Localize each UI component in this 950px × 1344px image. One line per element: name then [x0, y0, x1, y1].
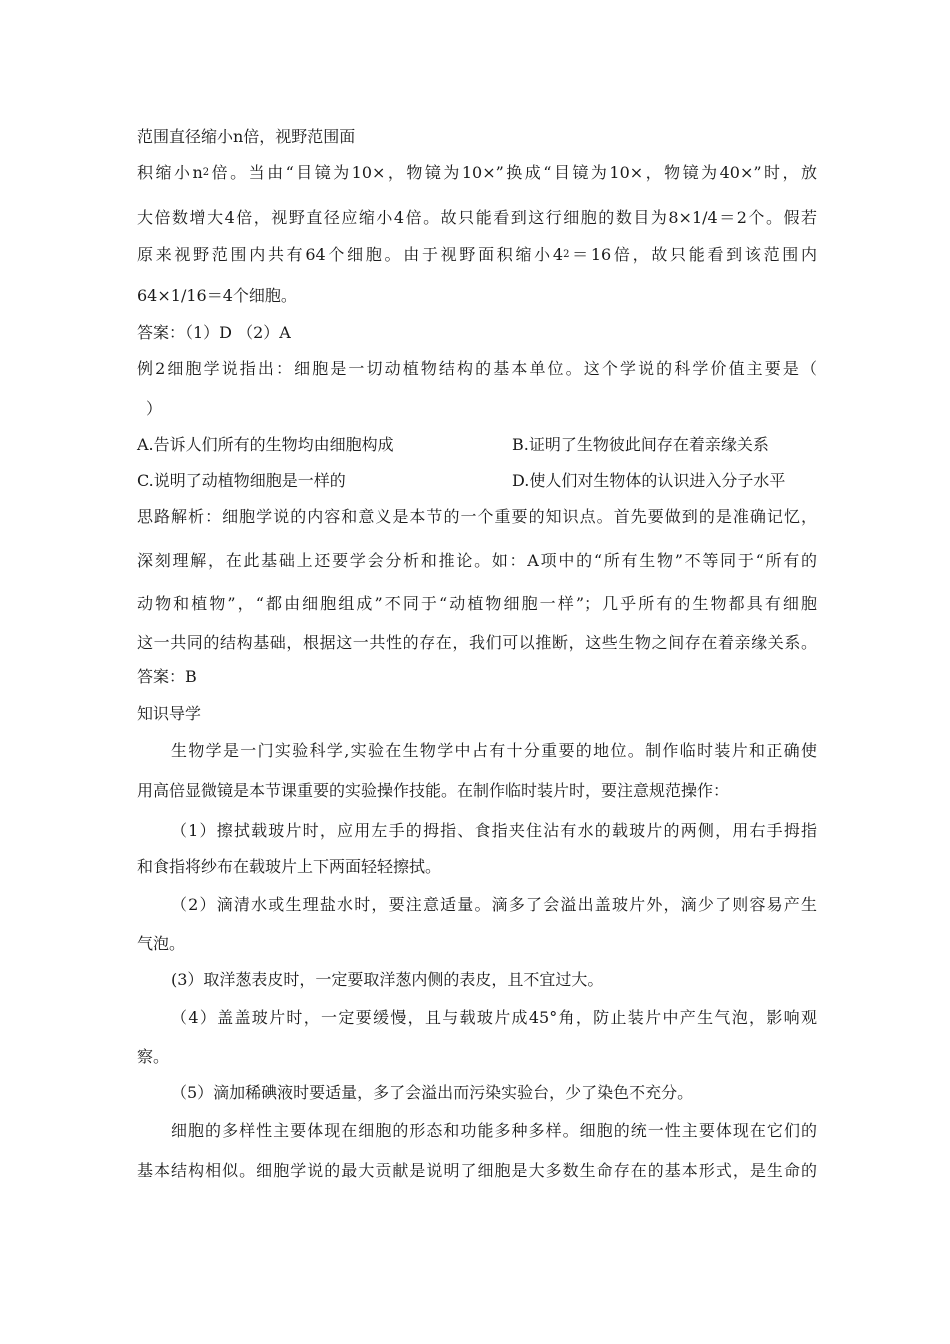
text-line: 和食指将纱布在载玻片上下两面轻轻擦拭。: [137, 857, 442, 876]
question-line: 例2细胞学说指出：细胞是一切动植物结构的基本单位。这个学说的科学价值主要是（: [137, 359, 817, 378]
option-c: C.说明了动植物细胞是一样的: [137, 471, 346, 490]
list-item: （4）盖盖玻片时，一定要缓慢，且与载玻片成45°角，防止装片中产生气泡，影响观: [171, 1008, 817, 1027]
answer-line: 答案：（1）D （2）A: [137, 323, 291, 342]
list-item: （2）滴清水或生理盐水时，要注意适量。滴多了会溢出盖玻片外，滴少了则容易产生: [171, 895, 817, 914]
text-line: 思路解析：细胞学说的内容和意义是本节的一个重要的知识点。首先要做到的是准确记忆，: [137, 507, 817, 526]
text-line: 气泡。: [137, 934, 186, 953]
option-d: D.使人们对生物体的认识进入分子水平: [512, 471, 786, 490]
text-line: 细胞的多样性主要体现在细胞的形态和功能多种多样。细胞的统一性主要体现在它们的: [171, 1121, 817, 1140]
text-line: 积缩小$n^2$倍。当由“目镜为10×，物镜为10×”换成“目镜为10×，物镜为40×”时，放: [137, 163, 817, 182]
text-line: 察。: [137, 1047, 170, 1066]
text-line: 范围直径缩小n倍，视野范围面: [137, 127, 356, 146]
option-a: A.告诉人们所有的生物均由细胞构成: [137, 435, 394, 454]
list-item: (3）取洋葱表皮时，一定要取洋葱内侧的表皮，且不宜过大。: [171, 970, 604, 989]
text-line: 用高倍显微镜是本节课重要的实验操作技能。在制作临时装片时，要注意规范操作：: [137, 781, 730, 800]
text-line: 64×1/16＝4个细胞。: [137, 286, 297, 305]
answer-line: 答案：B: [137, 667, 197, 686]
text-line: 基本结构相似。细胞学说的最大贡献是说明了细胞是大多数生命存在的基本形式，是生命的: [137, 1161, 817, 1180]
list-item: （1）擦拭载玻片时，应用左手的拇指、食指夹住沾有水的载玻片的两侧，用右手拇指: [171, 821, 817, 840]
option-b: B.证明了生物彼此间存在着亲缘关系: [512, 435, 769, 454]
text-line: 生物学是一门实验科学,实验在生物学中占有十分重要的地位。制作临时装片和正确使: [171, 741, 817, 760]
text-line: 深刻理解，在此基础上还要学会分析和推论。如：A项中的“所有生物”不等同于“所有的: [137, 551, 817, 570]
text-line: 原来视野范围内共有64个细胞。由于视野面积缩小$4^2=16$倍，故只能看到该范围内: [137, 245, 817, 264]
list-item: （5）滴加稀碘液时要适量，多了会溢出而污染实验台，少了染色不充分。: [171, 1083, 694, 1102]
text-line: 这一共同的结构基础，根据这一共性的存在，我们可以推断，这些生物之间存在着亲缘关系。: [137, 633, 817, 652]
section-heading: 知识导学: [137, 704, 202, 723]
text-line: 大倍数增大4倍，视野直径应缩小4倍。故只能看到这行细胞的数目为8×1/4＝2个。假若: [137, 208, 817, 227]
text-line: ）: [146, 399, 163, 418]
text-line: 动物和植物”，“都由细胞组成”不同于“动植物细胞一样”；几乎所有的生物都具有细胞: [137, 594, 817, 613]
